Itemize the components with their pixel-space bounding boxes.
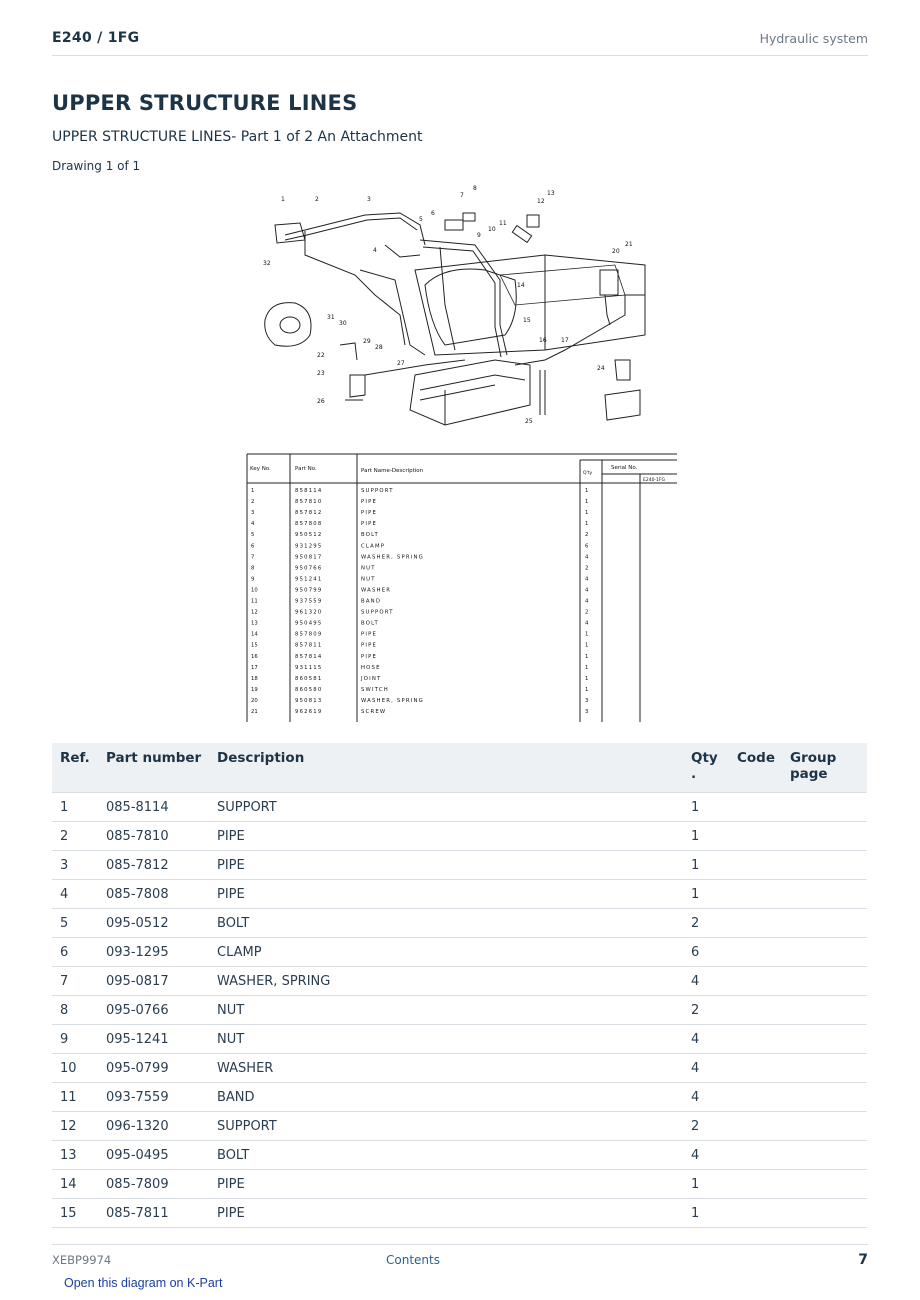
cell-qty: 1: [683, 822, 729, 851]
scan-desc: WASHER: [361, 587, 392, 594]
table-row: [52, 822, 867, 851]
cell-part-number: 095-0766: [98, 996, 209, 1025]
scan-desc: JOINT: [361, 675, 382, 682]
cell-group-page: [782, 1025, 867, 1054]
cell-code: [729, 1054, 782, 1083]
cell-code: [729, 1112, 782, 1141]
table-row: [52, 1199, 867, 1228]
cell-group-page: [782, 1170, 867, 1199]
scan-key: 13: [251, 620, 258, 627]
drawing-count: Drawing 1 of 1: [52, 159, 141, 173]
scan-part-no: 961320: [295, 609, 323, 616]
cell-ref: 4: [52, 880, 98, 909]
callout-20: 20: [612, 248, 620, 255]
cell-part-number: 095-0817: [98, 967, 209, 996]
cell-description: WASHER: [209, 1054, 683, 1083]
cell-group-page: [782, 880, 867, 909]
scan-part-no: 951241: [295, 576, 323, 583]
cell-part-number: 085-7812: [98, 851, 209, 880]
page-number: 7: [858, 1252, 868, 1268]
scan-key: 16: [251, 653, 258, 660]
scan-desc: SCREW: [361, 709, 387, 715]
cell-part-number: 093-1295: [98, 938, 209, 967]
scan-table-rows: [251, 488, 589, 715]
cell-part-number: 085-8114: [98, 793, 209, 822]
cell-ref: 13: [52, 1141, 98, 1170]
cell-qty: 4: [683, 1025, 729, 1054]
scan-part-no: 962619: [295, 709, 323, 715]
cell-group-page: [782, 1141, 867, 1170]
cell-qty: 1: [683, 1199, 729, 1228]
scan-key: 9: [251, 576, 255, 583]
cell-qty: 4: [683, 1083, 729, 1112]
callout-14: 14: [517, 282, 525, 289]
scan-qty: 4: [585, 598, 589, 605]
callout-29: 29: [363, 338, 371, 345]
cell-ref: 1: [52, 793, 98, 822]
cell-part-number: 093-7559: [98, 1083, 209, 1112]
callout-9: 9: [477, 232, 481, 239]
cell-part-number: 085-7810: [98, 822, 209, 851]
cell-ref: 12: [52, 1112, 98, 1141]
cell-description: SUPPORT: [209, 1112, 683, 1141]
cell-code: [729, 880, 782, 909]
scan-header-key: Key No.: [250, 466, 271, 472]
scan-header-part: Part No.: [295, 466, 317, 472]
callout-15: 15: [523, 317, 531, 324]
scan-key: 21: [251, 709, 258, 715]
callout-24: 24: [597, 365, 605, 372]
cell-group-page: [782, 822, 867, 851]
cell-code: [729, 1083, 782, 1112]
scan-key: 14: [251, 631, 258, 638]
table-row: [52, 880, 867, 909]
scan-part-no: 950813: [295, 697, 323, 704]
callout-27: 27: [397, 360, 405, 367]
scan-part-no: 950766: [295, 565, 323, 572]
scan-qty: 2: [585, 565, 589, 572]
scan-desc: BOLT: [361, 532, 379, 539]
scan-part-no: 857811: [295, 642, 323, 649]
scan-qty: 1: [585, 653, 589, 660]
cell-part-number: 095-0512: [98, 909, 209, 938]
cell-code: [729, 1199, 782, 1228]
cell-qty: 1: [683, 880, 729, 909]
scan-desc: PIPE: [361, 642, 378, 649]
cell-ref: 14: [52, 1170, 98, 1199]
cell-description: BOLT: [209, 1141, 683, 1170]
scan-part-no: 858114: [295, 488, 323, 494]
scan-part-no: 950817: [295, 554, 323, 561]
scan-desc: BAND: [361, 598, 382, 605]
parts-table-header-row: [52, 743, 867, 793]
callout-28: 28: [375, 344, 383, 351]
scan-key: 15: [251, 642, 258, 649]
cell-group-page: [782, 1199, 867, 1228]
scan-key: 2: [251, 499, 255, 506]
table-row: [52, 996, 867, 1025]
scan-desc: NUT: [361, 576, 376, 583]
cell-part-number: 085-7809: [98, 1170, 209, 1199]
callout-5: 5: [419, 216, 423, 223]
cell-ref: 7: [52, 967, 98, 996]
cell-description: SUPPORT: [209, 793, 683, 822]
page-title: UPPER STRUCTURE LINES: [52, 91, 358, 115]
parts-table: [52, 743, 867, 1228]
table-row: [52, 967, 867, 996]
cell-code: [729, 1141, 782, 1170]
cell-description: PIPE: [209, 880, 683, 909]
cell-ref: 6: [52, 938, 98, 967]
model-label: E240 / 1FG: [52, 30, 140, 46]
callout-4: 4: [373, 247, 377, 254]
parts-table-body: [52, 793, 867, 1228]
scan-desc: NUT: [361, 565, 376, 572]
cell-description: PIPE: [209, 822, 683, 851]
callout-8: 8: [473, 185, 477, 192]
cell-ref: 11: [52, 1083, 98, 1112]
cell-ref: 5: [52, 909, 98, 938]
scan-key: 3: [251, 510, 255, 517]
scan-part-no: 937559: [295, 598, 323, 605]
scan-part-no: 857808: [295, 521, 323, 528]
open-in-kpart-link[interactable]: Open this diagram on K-Part: [64, 1276, 223, 1290]
scan-key: 1: [251, 488, 255, 494]
scan-desc: WASHER, SPRING: [361, 697, 424, 704]
scan-key: 11: [251, 598, 258, 605]
scan-header-qty: Q'ty: [583, 471, 593, 476]
cell-qty: 2: [683, 1112, 729, 1141]
scan-key: 20: [251, 697, 258, 704]
cell-code: [729, 822, 782, 851]
cell-qty: 2: [683, 996, 729, 1025]
callout-17: 17: [561, 337, 569, 344]
cell-qty: 1: [683, 793, 729, 822]
scan-part-no: 950512: [295, 532, 323, 539]
scan-desc: BOLT: [361, 620, 379, 627]
cell-part-number: 096-1320: [98, 1112, 209, 1141]
table-row: [52, 1112, 867, 1141]
callout-2: 2: [315, 196, 319, 203]
callout-16: 16: [539, 337, 547, 344]
cell-group-page: [782, 851, 867, 880]
scan-part-no: 860581: [295, 675, 323, 682]
scan-part-no: 857812: [295, 510, 323, 517]
callout-1: 1: [281, 196, 285, 203]
cell-group-page: [782, 1054, 867, 1083]
cell-qty: 2: [683, 909, 729, 938]
scan-part-no: 857809: [295, 631, 323, 638]
scan-key: 18: [251, 675, 258, 682]
scan-desc: SUPPORT: [361, 609, 394, 616]
scan-header-serial-sub: E240-1FG: [643, 478, 665, 483]
scan-qty: 1: [585, 664, 589, 671]
callout-6: 6: [431, 210, 435, 217]
callout-11: 11: [499, 220, 507, 227]
col-header-group-page: Group page: [782, 743, 867, 793]
cell-ref: 8: [52, 996, 98, 1025]
scan-key: 5: [251, 532, 255, 539]
callout-32: 32: [263, 260, 271, 267]
scan-desc: CLAMP: [361, 543, 386, 550]
col-header-qty-text: Qty .: [691, 750, 718, 782]
callout-10: 10: [488, 226, 496, 233]
col-header-part-number: Part number: [98, 743, 209, 793]
page-subtitle: UPPER STRUCTURE LINES- Part 1 of 2 An Attachment: [52, 129, 423, 145]
cell-part-number: 085-7811: [98, 1199, 209, 1228]
scan-qty: 2: [585, 609, 589, 616]
col-header-description: Description: [209, 743, 683, 793]
callout-23: 23: [317, 370, 325, 377]
cell-group-page: [782, 938, 867, 967]
cell-code: [729, 996, 782, 1025]
cell-qty: 1: [683, 851, 729, 880]
callout-21: 21: [625, 241, 633, 248]
scan-qty: 1: [585, 488, 589, 494]
scan-qty: 1: [585, 675, 589, 682]
cell-group-page: [782, 909, 867, 938]
cell-part-number: 095-0799: [98, 1054, 209, 1083]
cell-part-number: 085-7808: [98, 880, 209, 909]
scan-desc: HOSE: [361, 664, 381, 671]
cell-group-page: [782, 793, 867, 822]
scan-desc: PIPE: [361, 510, 378, 517]
cell-ref: 9: [52, 1025, 98, 1054]
col-header-qty: [683, 743, 729, 793]
section-label: Hydraulic system: [759, 31, 868, 46]
cell-qty: 4: [683, 967, 729, 996]
callout-3: 3: [367, 196, 371, 203]
callout-7: 7: [460, 192, 464, 199]
cell-description: NUT: [209, 1025, 683, 1054]
cell-description: PIPE: [209, 1199, 683, 1228]
scan-key: 19: [251, 686, 258, 693]
callout-30: 30: [339, 320, 347, 327]
scan-qty: 2: [585, 532, 589, 539]
cell-code: [729, 1170, 782, 1199]
cell-group-page: [782, 1112, 867, 1141]
cell-description: BAND: [209, 1083, 683, 1112]
callout-26: 26: [317, 398, 325, 405]
cell-part-number: 095-0495: [98, 1141, 209, 1170]
contents-link[interactable]: Contents: [386, 1253, 440, 1267]
scan-key: 17: [251, 664, 258, 671]
cell-qty: 4: [683, 1054, 729, 1083]
col-header-ref: Ref.: [52, 743, 98, 793]
table-row: [52, 1141, 867, 1170]
cell-code: [729, 793, 782, 822]
scan-desc: PIPE: [361, 631, 378, 638]
scan-part-no: 950799: [295, 587, 323, 594]
scan-qty: 1: [585, 642, 589, 649]
cell-qty: 4: [683, 1141, 729, 1170]
table-row: [52, 1083, 867, 1112]
cell-code: [729, 1025, 782, 1054]
scan-key: 10: [251, 587, 258, 594]
scan-part-no: 950495: [295, 620, 323, 627]
table-row: [52, 851, 867, 880]
callout-12: 12: [537, 198, 545, 205]
scan-qty: 4: [585, 620, 589, 627]
scan-key: 7: [251, 554, 255, 561]
scan-qty: 1: [585, 521, 589, 528]
scan-qty: 1: [585, 499, 589, 506]
table-row: [52, 1025, 867, 1054]
table-row: [52, 909, 867, 938]
cell-ref: 10: [52, 1054, 98, 1083]
diagram-callouts: [263, 185, 633, 425]
scan-qty: 1: [585, 686, 589, 693]
scan-part-no: 857810: [295, 499, 323, 506]
cell-description: CLAMP: [209, 938, 683, 967]
scanned-parts-list: [245, 452, 685, 724]
scan-part-no: 857814: [295, 653, 323, 660]
scan-qty: 1: [585, 510, 589, 517]
scan-desc: PIPE: [361, 521, 378, 528]
table-row: [52, 1170, 867, 1199]
scan-part-no: 931115: [295, 664, 323, 671]
cell-code: [729, 851, 782, 880]
scan-qty: 3: [585, 709, 589, 715]
table-row: [52, 1054, 867, 1083]
scan-key: 6: [251, 543, 255, 550]
cell-qty: 1: [683, 1170, 729, 1199]
cell-description: NUT: [209, 996, 683, 1025]
callout-13: 13: [547, 190, 555, 197]
cell-code: [729, 938, 782, 967]
page-header: [52, 28, 868, 56]
exploded-parts-diagram: [245, 185, 685, 440]
table-row: [52, 938, 867, 967]
scan-desc: SUPPORT: [361, 488, 394, 494]
col-header-code: Code: [729, 743, 782, 793]
scan-header-serial: Serial No.: [611, 465, 638, 471]
scan-qty: 4: [585, 587, 589, 594]
scan-key: 12: [251, 609, 258, 616]
cell-qty: 6: [683, 938, 729, 967]
scan-header-desc: Part Name-Description: [361, 468, 424, 474]
scan-qty: 1: [585, 631, 589, 638]
cell-group-page: [782, 996, 867, 1025]
callout-22: 22: [317, 352, 325, 359]
document-id: XEBP9974: [52, 1253, 112, 1267]
cell-code: [729, 909, 782, 938]
cell-ref: 2: [52, 822, 98, 851]
scan-qty: 4: [585, 576, 589, 583]
cell-description: PIPE: [209, 1170, 683, 1199]
scan-qty: 4: [585, 554, 589, 561]
scan-key: 8: [251, 565, 255, 572]
cell-part-number: 095-1241: [98, 1025, 209, 1054]
scan-desc: SWITCH: [361, 686, 389, 693]
cell-ref: 3: [52, 851, 98, 880]
scan-desc: PIPE: [361, 653, 378, 660]
cell-code: [729, 967, 782, 996]
scan-qty: 6: [585, 543, 589, 550]
footer-divider: [52, 1244, 868, 1245]
scan-desc: PIPE: [361, 499, 378, 506]
callout-25: 25: [525, 418, 533, 425]
cell-group-page: [782, 1083, 867, 1112]
table-row: [52, 793, 867, 822]
cell-ref: 15: [52, 1199, 98, 1228]
cell-group-page: [782, 967, 867, 996]
cell-description: WASHER, SPRING: [209, 967, 683, 996]
scan-desc: WASHER, SPRING: [361, 554, 424, 561]
scan-part-no: 931295: [295, 543, 323, 550]
callout-31: 31: [327, 314, 335, 321]
cell-description: BOLT: [209, 909, 683, 938]
cell-description: PIPE: [209, 851, 683, 880]
scan-key: 4: [251, 521, 255, 528]
scan-qty: 3: [585, 697, 589, 704]
scan-part-no: 860580: [295, 686, 323, 693]
